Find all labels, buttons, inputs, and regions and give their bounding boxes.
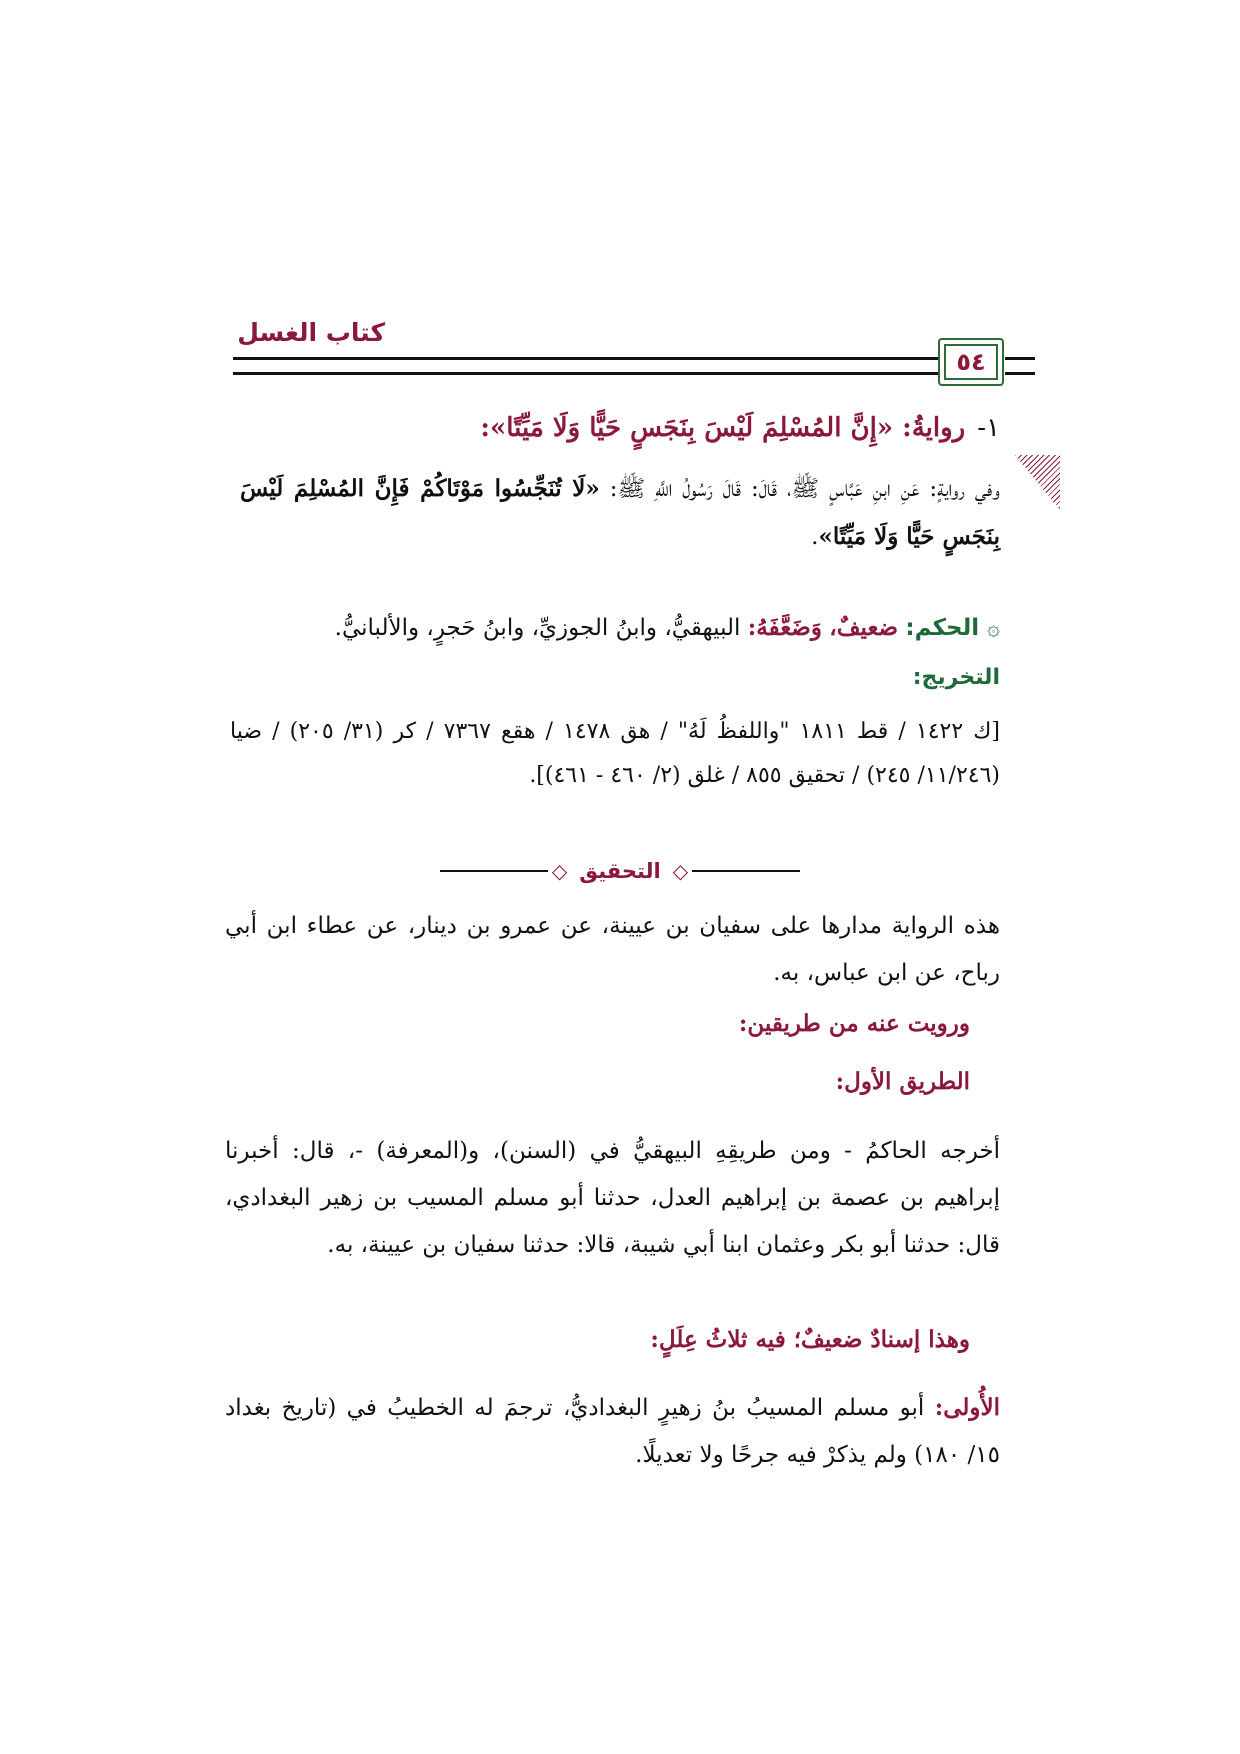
- running-header-title: كتاب الغسل: [237, 318, 385, 347]
- takhrij-references: [ك ١٤٢٢ / قط ١٨١١ "واللفظُ لَهُ" / هق ١٤٧٨ / هقع ٧٣٦٧ / كر (٣١/ ٢٠٥) / ضيا (١١/٢٤٦/ ٢٤٥) / تحقيق ٨٥٥ / غلق (٢/ ٤٦٠ - ٤٦١)].: [230, 719, 1000, 788]
- tahqiq-paragraph-2: أخرجه الحاكمُ - ومن طريقِهِ البيهقيُّ في (السنن)، و(المعرفة) -، قال: أخبرنا إبراهيم بن عصمة بن إبراهيم العدل، حدثنا أبو مسلم المسيب بن زهير البغدادي، قال: حدثنا أبو بكر وعثمان ابنا أبي شيبة، قالا: حدثنا سفيان بن عيينة، به.: [225, 1138, 1000, 1258]
- page-number: ٥٤: [956, 348, 986, 376]
- divider-ornament-icon: ◇: [551, 859, 568, 883]
- section-number: ١-: [977, 413, 1000, 443]
- page-number-badge: [938, 338, 1004, 386]
- first-defect-text: أبو مسلم المسيبُ بنُ زهيرٍ البغداديُّ، ترجمَ له الخطيبُ في (تاريخ بغداد ١٥/ ١٨٠) ولم يذكرْ فيه جرحًا ولا تعديلًا.: [225, 1395, 1000, 1468]
- weakened-by-scholars: البيهقيُّ، وابنُ الجوزيِّ، وابنُ حَجرٍ، والألبانيُّ.: [334, 615, 741, 641]
- takhrij-heading: التخريج:: [912, 665, 1000, 690]
- tahqiq-paragraph-3: [225, 1384, 1000, 1479]
- tahqiq-paragraph-1: هذه الرواية مدارها على سفيان بن عيينة، عن عمرو بن دينار، عن عطاء ابن أبي رباح، عن ابن عباس، به.: [225, 913, 1000, 986]
- divider-label: التحقيق: [579, 859, 661, 883]
- weakness-heading: وهذا إسنادٌ ضعيفٌ؛ فيه ثلاثُ عِلَلٍ:: [650, 1326, 970, 1353]
- ruling-label: الحكم:: [905, 615, 980, 641]
- section-title: روايةُ: «إِنَّ المُسْلِمَ لَيْسَ بِنَجَسٍ حَيًّا وَلَا مَيِّتًا»:: [480, 413, 966, 443]
- header-double-rule: [233, 357, 990, 375]
- header-double-rule-end: [1005, 357, 1035, 375]
- narration-end: .: [811, 524, 819, 550]
- hadith-text: «لَا تُنَجِّسُوا مَوْتَاكُمْ فَإِنَّ المُسْلِمَ لَيْسَ بِنَجَسٍ حَيًّا وَلَا مَيِّتًا»: [240, 475, 1000, 550]
- narration-block: [240, 465, 1000, 561]
- section-divider: [440, 856, 800, 886]
- first-defect-label: الأُولى:: [934, 1394, 1000, 1421]
- ruling-verdict: ضعيفٌ،: [829, 614, 899, 641]
- weakened-by-label: وَضَعَّفَهُ:: [747, 614, 822, 641]
- ruling-line: [230, 605, 1000, 652]
- section-heading: [230, 405, 1000, 451]
- first-route-heading: الطريق الأول:: [835, 1068, 970, 1095]
- corner-ornament: [1015, 455, 1060, 510]
- divider-ornament-icon: ◇: [672, 859, 689, 883]
- flower-ornament-icon: ۞: [987, 616, 1000, 641]
- narration-intro: وفي روايةٍ: عَنِ ابنِ عَبَّاسٍ ﷺ، قَالَ: قَالَ رَسُولُ اللَّهِ ﷺ:: [599, 476, 1000, 502]
- routes-heading: ورويت عنه من طريقين:: [738, 1010, 970, 1037]
